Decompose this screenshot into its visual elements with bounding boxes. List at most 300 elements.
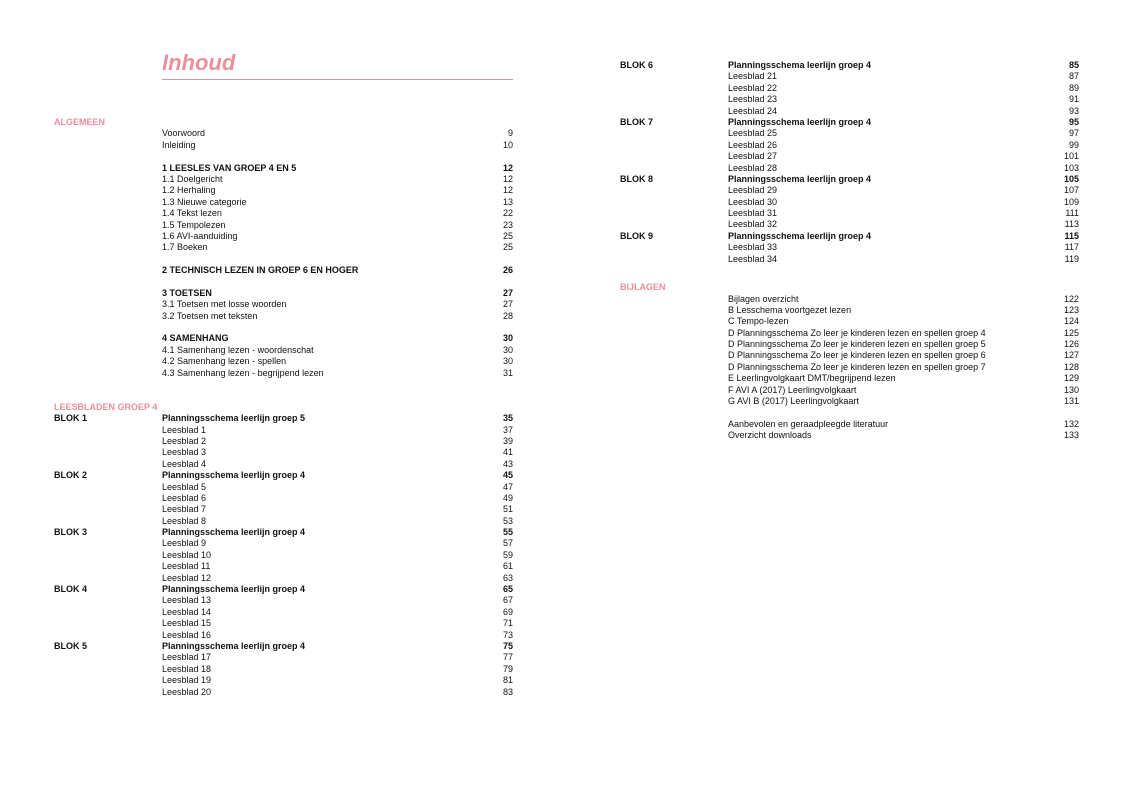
entry-indent [620, 373, 728, 384]
entry-page-number: 85 [1068, 60, 1079, 70]
entry-page-number: 95 [1068, 116, 1079, 127]
entry-indent [620, 94, 728, 105]
entry-indent [54, 185, 162, 196]
toc-entry[interactable] [620, 396, 1079, 407]
toc-entry[interactable] [54, 607, 513, 618]
block-label: BLOK 9 [620, 230, 654, 241]
toc-entry[interactable] [54, 652, 513, 663]
entry-indent [54, 163, 162, 174]
entry-indent [620, 316, 728, 327]
toc-entry[interactable] [620, 185, 1079, 196]
entry-title: 4 SAMENHANG [162, 333, 229, 344]
entry-page-number: 129 [1063, 373, 1079, 384]
toc-entry[interactable] [54, 174, 513, 185]
entry-indent [620, 328, 728, 339]
entry-indent [54, 288, 162, 299]
entry-page-number: 30 [502, 356, 513, 367]
entry-indent [54, 493, 162, 504]
entry-title: 1.6 AVI-aanduiding [162, 230, 238, 241]
block-label: BLOK 5 [54, 640, 88, 651]
entry-page-number: 12 [502, 173, 513, 184]
toc-entry[interactable] [620, 128, 1079, 139]
section-heading: LEESBLADEN GROEP 4 [54, 401, 158, 412]
entry-indent [54, 242, 162, 253]
entry-title: Planningsschema leerlijn groep 4 [728, 173, 872, 184]
section-heading: ALGEMEEN [54, 117, 106, 127]
entry-page-number: 41 [502, 447, 513, 458]
entry-indent [54, 425, 162, 436]
toc-entry[interactable] [54, 128, 513, 139]
entry-page-number: 22 [502, 208, 513, 219]
entry-title: Leesblad 20 [162, 686, 212, 697]
entry-title: 3.1 Toetsen met losse woorden [162, 299, 287, 310]
toc-entry[interactable] [54, 345, 513, 356]
entry-page-number: 30 [502, 344, 513, 355]
entry-title: Planningsschema leerlijn groep 4 [162, 640, 306, 651]
entry-indent [620, 396, 728, 407]
entry-page-number: 109 [1063, 196, 1079, 207]
entry-page-number: 61 [502, 561, 513, 572]
entry-indent [54, 664, 162, 675]
entry-title: Leesblad 1 [162, 424, 207, 435]
entry-title: Leesblad 16 [162, 629, 212, 640]
entry-title: Leesblad 24 [728, 105, 778, 116]
entry-title: Leesblad 18 [162, 663, 212, 674]
block-label: BLOK 4 [54, 584, 88, 595]
entry-page-number: 59 [502, 549, 513, 560]
toc-entry[interactable] [620, 328, 1079, 339]
entry-indent [54, 231, 162, 242]
entry-title: Planningsschema leerlijn groep 4 [162, 527, 306, 538]
toc-entry[interactable] [54, 242, 513, 253]
toc-entry[interactable] [54, 504, 513, 515]
toc-entry[interactable] [54, 550, 513, 561]
entry-page-number: 30 [502, 333, 513, 344]
spacer [620, 265, 1079, 276]
entry-title: 1.7 Boeken [162, 242, 208, 253]
entry-page-number: 31 [502, 367, 513, 378]
entry-indent [620, 419, 728, 430]
toc-entry[interactable] [620, 430, 1079, 441]
entry-title: Planningsschema leerlijn groep 4 [728, 230, 872, 241]
entry-indent [54, 311, 162, 322]
entry-page-number: 132 [1063, 418, 1079, 429]
entry-title: Leesblad 32 [728, 219, 778, 230]
entry-indent [54, 356, 162, 367]
entry-indent [54, 459, 162, 470]
entry-indent [620, 106, 728, 117]
entry-indent [620, 305, 728, 316]
entry-page-number: 119 [1064, 253, 1079, 264]
entry-page-number: 125 [1063, 327, 1079, 338]
entry-page-number: 37 [502, 424, 513, 435]
entry-title: Leesblad 23 [728, 94, 778, 105]
toc-entry[interactable] [54, 470, 513, 481]
entry-page-number: 87 [1068, 71, 1079, 82]
entry-title: Leesblad 2 [162, 435, 207, 446]
entry-title: 3 TOETSEN [162, 287, 212, 298]
entry-title: Leesblad 26 [728, 139, 778, 150]
entry-page-number: 55 [502, 527, 513, 538]
toc-entry[interactable] [620, 140, 1079, 151]
entry-title: Leesblad 30 [728, 196, 778, 207]
entry-page-number: 13 [502, 196, 513, 207]
entry-page-number: 99 [1068, 139, 1079, 150]
entry-title: 1.2 Herhaling [162, 185, 216, 196]
spacer [54, 276, 513, 287]
entry-indent [620, 140, 728, 151]
entry-indent [620, 385, 728, 396]
entry-title: Leesblad 25 [728, 128, 778, 139]
toc-entry[interactable] [54, 641, 513, 652]
entry-indent [54, 561, 162, 572]
entry-indent [620, 219, 728, 230]
toc-entry[interactable] [54, 185, 513, 196]
entry-page-number: 12 [502, 185, 513, 196]
spacer [54, 379, 513, 390]
entry-title: 3.2 Toetsen met teksten [162, 310, 258, 321]
entry-page-number: 91 [1068, 94, 1079, 105]
entry-title: Inleiding [162, 139, 196, 150]
toc-entry[interactable] [54, 311, 513, 322]
entry-indent [54, 174, 162, 185]
toc-entry[interactable] [54, 436, 513, 447]
entry-indent [54, 447, 162, 458]
toc-entry[interactable] [620, 316, 1079, 327]
entry-indent [620, 197, 728, 208]
entry-indent [54, 220, 162, 231]
toc-entry[interactable] [54, 231, 513, 242]
toc-entry[interactable] [54, 208, 513, 219]
toc-entry[interactable] [54, 595, 513, 606]
entry-title: Leesblad 10 [162, 549, 212, 560]
entry-page-number: 67 [502, 595, 513, 606]
entry-page-number: 25 [502, 242, 513, 253]
entry-page-number: 73 [502, 629, 513, 640]
entry-indent [54, 652, 162, 663]
entry-page-number: 75 [502, 640, 513, 651]
entry-title: D Planningsschema Zo leer je kinderen lezen en spellen groep 6 [728, 350, 986, 361]
entry-title: Planningsschema leerlijn groep 4 [162, 584, 306, 595]
entry-page-number: 39 [502, 435, 513, 446]
entry-page-number: 77 [502, 652, 513, 663]
entry-title: Leesblad 6 [162, 492, 207, 503]
entry-title: B Lesschema voortgezet lezen [728, 304, 852, 315]
entry-page-number: 101 [1063, 151, 1079, 162]
entry-page-number: 49 [502, 492, 513, 503]
entry-page-number: 105 [1063, 173, 1079, 184]
entry-indent [54, 538, 162, 549]
block-label: BLOK 7 [620, 116, 654, 127]
entry-title: Leesblad 11 [162, 561, 211, 572]
entry-title: Leesblad 5 [162, 481, 207, 492]
toc-left-column [54, 117, 513, 698]
entry-indent [620, 362, 728, 373]
entry-indent [54, 128, 162, 139]
entry-indent [54, 573, 162, 584]
entry-title: 2 TECHNISCH LEZEN IN GROEP 6 EN HOGER [162, 265, 359, 276]
entry-indent [620, 163, 728, 174]
entry-indent [620, 83, 728, 94]
entry-page-number: 126 [1063, 339, 1079, 350]
entry-page-number: 123 [1063, 304, 1079, 315]
entry-title: 4.2 Samenhang lezen - spellen [162, 356, 287, 367]
toc-entry[interactable] [620, 106, 1079, 117]
toc-entry[interactable] [620, 163, 1079, 174]
entry-title: Leesblad 19 [162, 675, 212, 686]
toc-entry[interactable] [54, 425, 513, 436]
entry-title: Leesblad 14 [162, 606, 212, 617]
entry-title: Overzicht downloads [728, 430, 812, 441]
entry-title: Leesblad 33 [728, 242, 778, 253]
toc-entry[interactable] [54, 447, 513, 458]
entry-indent [54, 687, 162, 698]
entry-page-number: 93 [1068, 105, 1079, 116]
toc-entry[interactable] [620, 242, 1079, 253]
entry-indent [54, 140, 162, 151]
toc-entry[interactable] [54, 333, 513, 344]
toc-entry[interactable] [620, 71, 1079, 82]
entry-indent [54, 345, 162, 356]
entry-page-number: 130 [1063, 384, 1079, 395]
toc-entry[interactable] [54, 356, 513, 367]
entry-title: Planningsschema leerlijn groep 4 [728, 116, 872, 127]
entry-title: Leesblad 28 [728, 162, 778, 173]
toc-entry[interactable] [620, 94, 1079, 105]
toc-entry[interactable] [620, 339, 1079, 350]
entry-page-number: 83 [502, 686, 513, 697]
entry-page-number: 81 [502, 675, 513, 686]
entry-page-number: 117 [1064, 242, 1079, 253]
toc-entry[interactable] [620, 231, 1079, 242]
entry-title: Leesblad 17 [162, 652, 212, 663]
entry-page-number: 107 [1063, 185, 1079, 196]
toc-entry[interactable] [54, 561, 513, 572]
entry-indent [54, 618, 162, 629]
entry-title: 4.3 Samenhang lezen - begrijpend lezen [162, 367, 324, 378]
entry-page-number: 57 [502, 538, 513, 549]
section-heading: BIJLAGEN [620, 282, 666, 293]
entry-title: Planningsschema leerlijn groep 4 [162, 470, 306, 481]
entry-indent [54, 208, 162, 219]
entry-page-number: 53 [502, 515, 513, 526]
entry-title: 1.5 Tempolezen [162, 219, 226, 230]
toc-entry[interactable] [620, 254, 1079, 265]
entry-page-number: 63 [502, 572, 513, 583]
entry-indent [620, 242, 728, 253]
toc-entry[interactable] [620, 117, 1079, 128]
entry-indent [620, 128, 728, 139]
toc-entry[interactable] [620, 219, 1079, 230]
entry-indent [620, 71, 728, 82]
entry-page-number: 25 [502, 230, 513, 241]
entry-title: 1.4 Tekst lezen [162, 208, 222, 219]
entry-page-number: 43 [502, 458, 513, 469]
page-title: Inhoud [162, 50, 236, 75]
entry-indent [54, 630, 162, 641]
entry-page-number: 124 [1063, 316, 1079, 327]
entry-indent [54, 368, 162, 379]
toc-entry[interactable] [54, 140, 513, 151]
toc-entry[interactable] [620, 60, 1079, 71]
entry-indent [620, 339, 728, 350]
entry-title: 1.3 Nieuwe categorie [162, 196, 247, 207]
toc-entry[interactable] [54, 163, 513, 174]
toc-entry[interactable] [54, 516, 513, 527]
entry-page-number: 122 [1063, 293, 1079, 304]
entry-indent [620, 254, 728, 265]
entry-indent [54, 299, 162, 310]
toc-entry[interactable] [54, 664, 513, 675]
entry-title: D Planningsschema Zo leer je kinderen lezen en spellen groep 7 [728, 361, 986, 372]
entry-title: 1 LEESLES VAN GROEP 4 EN 5 [162, 162, 297, 173]
toc-entry[interactable] [620, 305, 1079, 316]
entry-title: C Tempo-lezen [728, 316, 789, 327]
block-label: BLOK 3 [54, 527, 88, 538]
toc-entry[interactable] [54, 573, 513, 584]
entry-title: Leesblad 31 [728, 208, 778, 219]
entry-page-number: 9 [507, 128, 513, 139]
title-underline [162, 79, 513, 80]
entry-indent [54, 595, 162, 606]
toc-entry[interactable] [54, 197, 513, 208]
spacer [54, 254, 513, 265]
entry-page-number: 115 [1064, 230, 1079, 241]
spacer [620, 407, 1079, 418]
entry-indent [620, 294, 728, 305]
entry-title: Planningsschema leerlijn groep 4 [728, 60, 872, 70]
toc-entry[interactable] [620, 385, 1079, 396]
block-label: BLOK 2 [54, 470, 88, 481]
entry-title: 4.1 Samenhang lezen - woordenschat [162, 344, 314, 355]
entry-page-number: 127 [1063, 350, 1079, 361]
block-label: BLOK 6 [620, 60, 654, 70]
entry-page-number: 45 [502, 470, 513, 481]
entry-page-number: 133 [1063, 430, 1079, 441]
entry-page-number: 103 [1063, 162, 1079, 173]
toc-entry[interactable] [620, 197, 1079, 208]
toc-entry[interactable] [620, 151, 1079, 162]
entry-page-number: 69 [502, 606, 513, 617]
entry-indent [54, 197, 162, 208]
entry-title: Leesblad 9 [162, 538, 207, 549]
entry-page-number: 35 [502, 413, 513, 424]
spacer [54, 151, 513, 162]
entry-title: D Planningsschema Zo leer je kinderen lezen en spellen groep 4 [728, 327, 986, 338]
entry-indent [620, 430, 728, 441]
entry-page-number: 113 [1064, 219, 1079, 230]
toc-entry[interactable] [54, 299, 513, 310]
toc-entry[interactable] [54, 288, 513, 299]
entry-title: Leesblad 7 [162, 504, 207, 515]
toc-entry[interactable] [54, 482, 513, 493]
toc-entry[interactable] [54, 493, 513, 504]
entry-page-number: 47 [502, 481, 513, 492]
entry-indent [620, 151, 728, 162]
entry-page-number: 10 [502, 139, 513, 150]
entry-title: Leesblad 21 [728, 71, 778, 82]
entry-title: 1.1 Doelgericht [162, 173, 223, 184]
toc-entry[interactable] [54, 459, 513, 470]
entry-title: F AVI A (2017) Leerlingvolgkaart [728, 384, 857, 395]
entry-title: Leesblad 15 [162, 618, 212, 629]
toc-right-column [620, 60, 1079, 442]
toc-entry[interactable] [54, 687, 513, 698]
entry-page-number: 128 [1063, 361, 1079, 372]
entry-page-number: 51 [502, 504, 513, 515]
toc-entry[interactable] [620, 83, 1079, 94]
entry-title: Leesblad 27 [728, 151, 778, 162]
entry-title: Leesblad 4 [162, 458, 207, 469]
entry-page-number: 89 [1068, 82, 1079, 93]
entry-indent [54, 675, 162, 686]
entry-title: Aanbevolen en geraadpleegde literatuur [728, 418, 889, 429]
entry-page-number: 23 [502, 219, 513, 230]
toc-entry[interactable] [620, 419, 1079, 430]
toc-entry[interactable] [54, 368, 513, 379]
toc-entry[interactable] [54, 538, 513, 549]
entry-page-number: 111 [1065, 208, 1079, 219]
entry-title: Leesblad 8 [162, 515, 207, 526]
entry-title: E Leerlingvolgkaart DMT/begrijpend lezen [728, 373, 896, 384]
entry-indent [54, 550, 162, 561]
entry-title: Leesblad 3 [162, 447, 207, 458]
entry-indent [54, 607, 162, 618]
toc-entry[interactable] [54, 413, 513, 424]
entry-indent [620, 208, 728, 219]
toc-entry[interactable] [620, 208, 1079, 219]
toc-entry[interactable] [54, 527, 513, 538]
entry-page-number: 27 [502, 299, 513, 310]
entry-title: Bijlagen overzicht [728, 293, 799, 304]
toc-entry[interactable] [620, 174, 1079, 185]
entry-title: D Planningsschema Zo leer je kinderen lezen en spellen groep 5 [728, 339, 986, 350]
toc-entry[interactable] [54, 584, 513, 595]
entry-indent [54, 504, 162, 515]
entry-indent [54, 265, 162, 276]
entry-page-number: 79 [502, 663, 513, 674]
entry-page-number: 26 [502, 265, 513, 276]
entry-title: Voorwoord [162, 128, 206, 139]
toc-entry[interactable] [54, 630, 513, 641]
spacer [54, 390, 513, 401]
toc-entry[interactable] [620, 350, 1079, 361]
toc-entry[interactable] [54, 618, 513, 629]
entry-title: G AVI B (2017) Leerlingvolgkaart [728, 396, 859, 407]
entry-title: Leesblad 29 [728, 185, 778, 196]
toc-entry[interactable] [54, 265, 513, 276]
toc-entry[interactable] [620, 373, 1079, 384]
toc-entry[interactable] [620, 362, 1079, 373]
entry-page-number: 28 [502, 310, 513, 321]
entry-indent [620, 350, 728, 361]
entry-indent [54, 482, 162, 493]
entry-indent [620, 185, 728, 196]
entry-title: Leesblad 34 [728, 253, 778, 264]
block-label: BLOK 8 [620, 173, 654, 184]
entry-title: Leesblad 12 [162, 572, 212, 583]
entry-title: Leesblad 13 [162, 595, 212, 606]
entry-page-number: 97 [1068, 128, 1079, 139]
block-label: BLOK 1 [54, 413, 88, 424]
toc-entry[interactable] [54, 220, 513, 231]
spacer [54, 322, 513, 333]
entry-title: Leesblad 22 [728, 82, 778, 93]
toc-entry[interactable] [620, 294, 1079, 305]
toc-entry[interactable] [54, 675, 513, 686]
entry-title: Planningsschema leerlijn groep 5 [162, 413, 306, 424]
entry-indent [54, 436, 162, 447]
